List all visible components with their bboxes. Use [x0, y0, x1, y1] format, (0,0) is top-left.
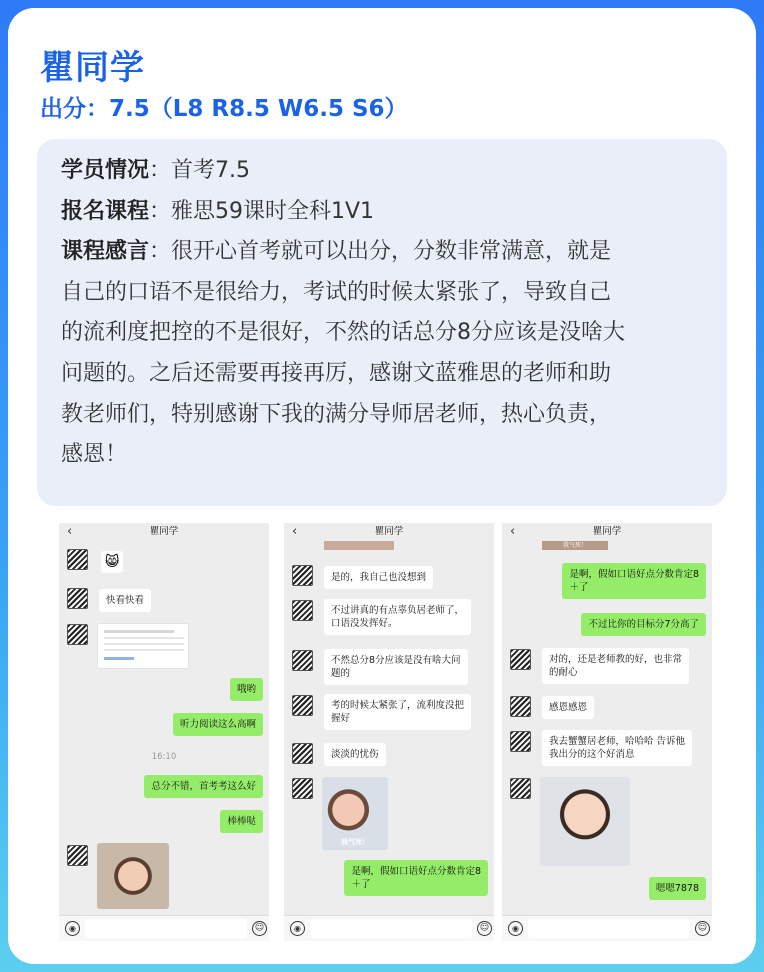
message-input[interactable] — [310, 919, 472, 938]
avatar — [67, 549, 88, 570]
crying-baby-sticker — [322, 777, 388, 850]
course-value: ：雅思59课时全科1V1 — [149, 198, 375, 224]
sticker-caption: 我气死！ — [341, 838, 369, 846]
avatar — [510, 696, 531, 717]
sticker-emoji: 😸 — [101, 551, 123, 573]
student-name: 瞿同学 — [40, 48, 145, 88]
avatar — [292, 565, 313, 586]
timestamp: 16:10 — [151, 752, 177, 762]
message-input[interactable] — [528, 919, 690, 938]
chat-bubble: 是啊，假如口语好点分数肯定8 ＋了 — [344, 860, 488, 896]
chat-bubble: 嗯嗯7878 — [649, 877, 706, 900]
avatar — [510, 731, 531, 752]
chat-input-bar — [284, 915, 494, 941]
remark-line-6: 感恩！ — [61, 442, 128, 468]
chat-bubble: 是的，我自己也没想到 — [324, 566, 433, 589]
info-panel — [37, 139, 727, 506]
chat-title: 瞿同学 — [149, 526, 179, 537]
course-label: 报名课程 — [61, 198, 150, 224]
emoji-icon[interactable]: ☺ — [252, 921, 267, 936]
chat-bubble: 不过比你的目标分7分高了 — [581, 613, 706, 636]
avatar — [292, 650, 313, 671]
avatar — [510, 778, 531, 799]
chat-bubble: 总分不错，首考考这么好 — [144, 775, 263, 798]
chat-bubble: 淡淡的忧伤 — [324, 743, 386, 766]
chat-bubble: 对的，还是老师教的好，也非常 的耐心 — [542, 648, 689, 684]
chat-screenshot-1 — [59, 523, 269, 941]
voice-icon[interactable]: ◉ — [290, 921, 305, 936]
student-status-value: ：首考7.5 — [149, 158, 251, 183]
avatar — [292, 743, 313, 764]
back-icon[interactable]: ‹ — [292, 524, 298, 539]
back-icon[interactable]: ‹ — [510, 524, 516, 539]
remark-line-2: 自己的口语不是很给力，考试的时候太紧张了，导致自己 — [61, 279, 612, 305]
chat-screenshot-3 — [502, 523, 712, 941]
cropped-image-top: 我气死！ — [542, 541, 608, 550]
remark-line-4: 问题的。之后还需要再接再厉，感谢文蓝雅思的老师和助 — [61, 360, 612, 386]
course-row — [61, 192, 705, 233]
chat-screenshot-2 — [284, 523, 494, 941]
chat-bubble: 我去蟹蟹居老师，哈哈哈 告诉他 我出分的这个好消息 — [542, 730, 692, 766]
voice-icon[interactable]: ◉ — [65, 921, 80, 936]
chat-title: 瞿同学 — [592, 526, 622, 537]
avatar — [67, 624, 88, 645]
avatar — [292, 600, 313, 621]
emoji-icon[interactable]: ☺ — [695, 921, 710, 936]
remark-line-3: 的流利度把控的不是很好，不然的话总分8分应该是没啥大 — [61, 320, 625, 346]
chat-input-bar — [502, 915, 712, 941]
remark-label: 课程感言 — [61, 239, 150, 265]
remark-line-1: 课程感言：很开心首考就可以出分，分数非常满意，就是 — [61, 239, 612, 265]
chat-bubble: 不然总分8分应该是没有啥大问 题的 — [324, 649, 468, 685]
chat-bubble: 感恩感恩 — [542, 696, 594, 719]
emoji-icon[interactable]: ☺ — [477, 921, 492, 936]
back-icon[interactable]: ‹ — [67, 524, 73, 539]
baby-sticker-image — [97, 843, 169, 909]
message-input[interactable] — [85, 919, 247, 938]
avatar — [292, 778, 313, 799]
chat-bubble: 哦哟 — [230, 678, 263, 701]
chat-bubble: 不过讲真的有点辜负居老师了， 口语没发挥好。 — [324, 599, 471, 635]
chat-bubble: 快看快看 — [99, 589, 151, 612]
smiling-baby-sticker — [540, 777, 630, 866]
cropped-image-top — [324, 541, 394, 550]
chat-bubble: 考的时候太紧张了，流利度没把 握好 — [324, 694, 471, 730]
chat-bubble: 是啊，假如口语好点分数肯定8 ＋了 — [562, 563, 706, 599]
avatar — [292, 695, 313, 716]
score-report-image — [97, 623, 189, 669]
chat-input-bar — [59, 915, 269, 941]
avatar — [510, 649, 531, 670]
avatar — [67, 845, 88, 866]
score-line: 出分：7.5（L8 R8.5 W6.5 S6） — [40, 96, 408, 122]
student-status-row — [61, 151, 705, 192]
chat-bubble: 棒棒哒 — [220, 810, 263, 833]
chat-title: 瞿同学 — [374, 526, 404, 537]
student-status-label: 学员情况 — [61, 158, 150, 183]
remark-line-5: 教老师们，特别感谢下我的满分导师居老师，热心负责， — [61, 401, 612, 427]
voice-icon[interactable]: ◉ — [508, 921, 523, 936]
chat-bubble: 听力阅读这么高啊 — [173, 713, 263, 736]
avatar — [67, 588, 88, 609]
